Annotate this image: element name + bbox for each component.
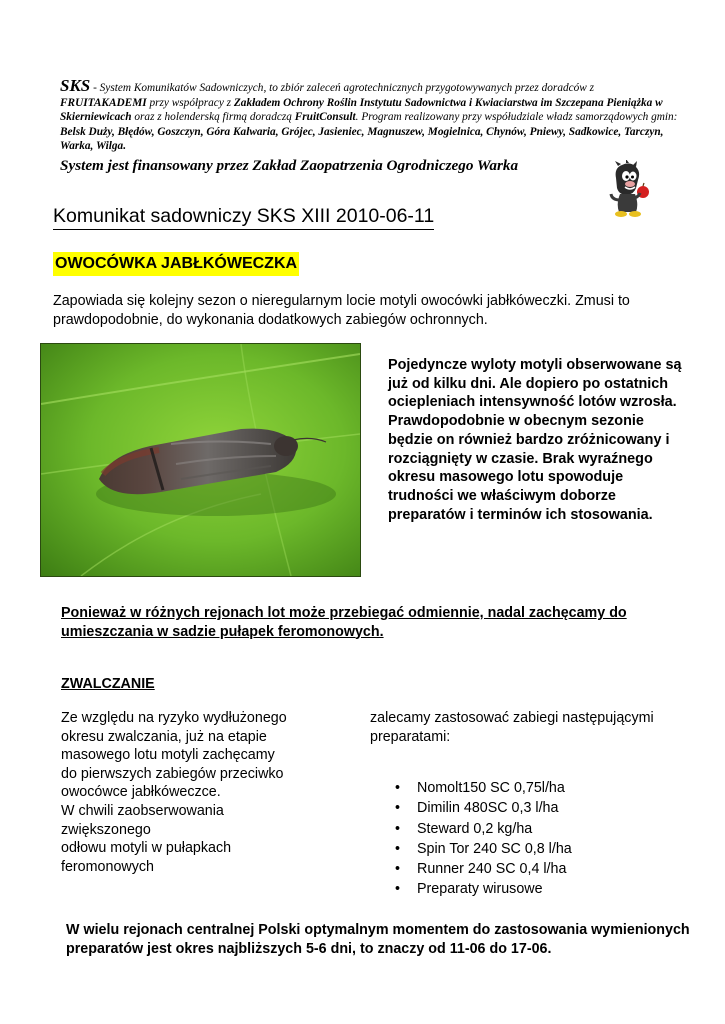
control-right-text: zalecamy zastosować zabiegi następującymi preparatami:: [370, 710, 654, 745]
institute-name: Zakładem Ochrony Roślin Instytutu Sadownictwa i Kwiaciarstwa im Szczepana Pieniążka w Skierniewicach: [60, 96, 663, 124]
product-name: Nomolt150 SC 0,75l/ha: [417, 780, 565, 796]
intro-text: . Program realizowany przy współudziale władz samorządowych gmin:: [355, 111, 678, 124]
conclusion-paragraph: W wielu rejonach centralnej Polski optymalnym momentem do zastosowania wymienionych preparatów jest okres najbliższych 5-6 dni, to znaczy od 11-06 do 17-06.: [66, 922, 690, 957]
list-item: [395, 879, 572, 899]
control-line: owocówce jabłkóweczce.: [61, 784, 221, 801]
control-line: do pierwszych zabiegów przeciwko: [61, 765, 284, 782]
control-line: masowego lotu motyli zachęcamy: [61, 747, 275, 764]
control-line: feromonowych: [61, 858, 154, 875]
intro-text: - System Komunikatów Sadowniczych, to zbiór zaleceń agrotechnicznych przygotowywanych przez doradców z: [90, 82, 595, 94]
product-name: Spin Tor 240 SC 0,8 l/ha: [417, 840, 572, 857]
fruitconsult-name: FruitConsult: [294, 111, 356, 124]
list-item: [395, 798, 572, 818]
intro-text: oraz z holenderską firmą doradczą: [131, 111, 295, 124]
section-heading-codling-moth: OWOCÓWKA JABŁKÓWECZKA: [53, 252, 299, 276]
bullet-icon: •: [395, 800, 401, 817]
pheromone-trap-notice: Ponieważ w różnych rejonach lot może przebiegać odmiennie, nadal zachęcamy do umieszczania w sadzie pułapek feromonowych.: [61, 605, 627, 640]
product-name: Runner 240 SC 0,4 l/ha: [417, 861, 567, 878]
municipalities-list: Belsk Duży, Błędów, Goszczyn, Góra Kalwaria, Grójec, Jasieniec, Magnuszew, Mogielnica, Chynów, Pniewy, Sadkowice, Tarczyn, Warka, Wilga.: [60, 125, 664, 153]
mole-mascot-icon: [606, 160, 650, 218]
intro-text: przy współpracy z: [146, 96, 234, 109]
financing-statement: System jest finansowany przez Zakład Zaopatrzenia Ogrodniczego Warka: [60, 157, 519, 174]
fruitakademi-name: FRUITAKADEMI: [60, 96, 147, 109]
control-line: okresu zwalczania, już na etapie: [61, 728, 267, 745]
control-line: odłowu motyli w pułapkach: [61, 840, 232, 857]
control-line: zwiększonego: [61, 821, 151, 838]
bullet-icon: •: [395, 861, 401, 878]
control-heading: ZWALCZANIE: [61, 676, 155, 692]
bullet-icon: •: [395, 820, 401, 837]
intro-paragraph: [60, 76, 680, 154]
control-line: W chwili zaobserwowania: [61, 802, 224, 819]
control-line: Ze względu na ryzyko wydłużonego: [61, 710, 287, 726]
observation-paragraph: Pojedyncze wyloty motyli obserwowane są już od kilku dni. Ale dopiero po ostatnich ociepleniach intensywność lotów wzrosła. Prawdopodobnie w obecnym sezonie będzie on również bardzo zróżnicowany i rozciągnięty w czasie. Brak wyraźnego okresu masowego lotu spowoduje trudności we właściwym doborze preparatów i terminów ich stosowania.: [388, 357, 682, 523]
product-name: Dimilin 480SC 0,3 l/ha: [417, 800, 559, 817]
list-item: [395, 778, 572, 798]
product-name: Preparaty wirusowe: [417, 881, 543, 898]
product-list: [395, 778, 572, 900]
bullet-icon: •: [395, 881, 401, 898]
list-item: [395, 859, 572, 879]
list-item: [395, 819, 572, 839]
control-left-column: [61, 709, 341, 876]
lead-paragraph: Zapowiada się kolejny sezon o nieregularnym locie motyli owocówki jabłkóweczki. Zmusi to prawdopodobnie, do wykonania dodatkowych zabiegów ochronnych.: [53, 293, 630, 328]
sks-abbreviation: SKS: [60, 76, 91, 95]
page-title: Komunikat sadowniczy SKS XIII 2010-06-11: [53, 204, 434, 230]
list-item: [395, 839, 572, 859]
product-name: Steward 0,2 kg/ha: [417, 820, 533, 837]
codling-moth-photo: [40, 343, 361, 577]
bullet-icon: •: [395, 780, 401, 796]
bullet-icon: •: [395, 840, 401, 857]
